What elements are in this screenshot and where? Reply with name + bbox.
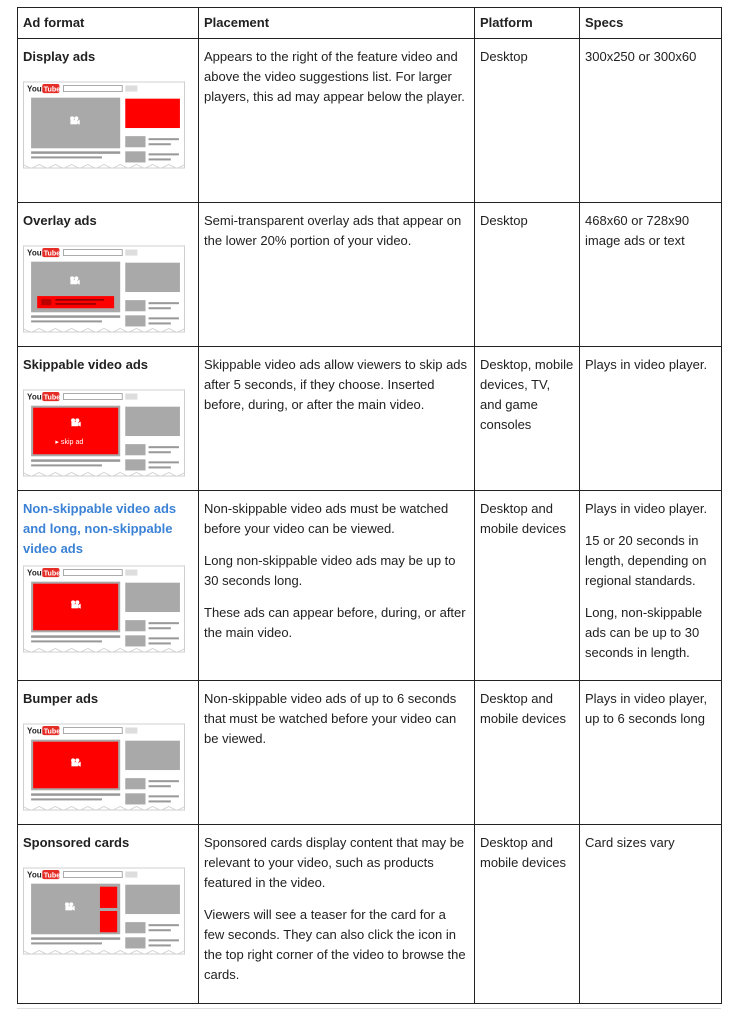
sponsored-card-2: [100, 911, 117, 932]
placement-cell: [199, 347, 475, 491]
placement-cell: [199, 825, 475, 1004]
specs-text: 15 or 20 seconds in length, depending on regional standards.: [585, 533, 707, 588]
specs-text: Card sizes vary: [585, 835, 675, 850]
specs-cell: [580, 203, 722, 347]
format-name: Display ads: [23, 49, 96, 64]
specs-cell: [580, 681, 722, 825]
placement-cell: [199, 39, 475, 203]
table-row: [18, 825, 722, 1004]
platform-text: Desktop: [480, 213, 528, 228]
placement-text: Non-skippable video ads must be watched before your video can be viewed.: [204, 501, 449, 536]
format-cell: [18, 825, 199, 1004]
format-cell: [18, 203, 199, 347]
display-ad-thumbnail: [23, 81, 185, 169]
placement-text: Long non-skippable video ads may be up to 30 seconds long.: [204, 553, 456, 588]
format-cell: [18, 491, 199, 681]
logo-tube: Tube: [43, 727, 61, 736]
placement-text: Viewers will see a teaser for the card for a few seconds. They can also click the icon in the top right corner of the video to browse the cards.: [204, 907, 466, 982]
skip-ad-label: ▸ skip ad: [55, 438, 84, 447]
ad-formats-table: [17, 7, 722, 1004]
specs-text: Plays in video player.: [585, 501, 708, 516]
platform-text: Desktop and mobile devices: [480, 691, 566, 726]
logo-tube: Tube: [43, 249, 61, 258]
sponsored-card-1: [100, 887, 117, 908]
sponsored-cards-thumbnail: [23, 867, 185, 955]
specs-text: Plays in video player, up to 6 seconds long: [585, 691, 708, 726]
format-cell: [18, 39, 199, 203]
placement-text: Skippable video ads allow viewers to skip ads after 5 seconds, if they choose. Inserted before, during, or after the main video.: [204, 357, 468, 412]
table-row: [18, 39, 722, 203]
format-name: Sponsored cards: [23, 835, 130, 850]
placement-text: Sponsored cards display content that may be relevant to your video, such as products featured in the video.: [204, 835, 465, 890]
format-name: Bumper ads: [23, 691, 99, 706]
format-name-link[interactable]: Non-skippable video ads and long, non-skippable video ads: [23, 501, 177, 556]
non-skippable-ad-thumbnail: [23, 565, 185, 653]
logo-you: You: [27, 248, 42, 258]
logo-you: You: [27, 84, 42, 94]
logo-you: You: [27, 726, 42, 736]
specs-text: 468x60 or 728x90 image ads or text: [585, 213, 690, 248]
platform-cell: [475, 825, 580, 1004]
platform-text: Desktop and mobile devices: [480, 835, 566, 870]
placement-text: These ads can appear before, during, or after the main video.: [204, 605, 466, 640]
format-cell: [18, 347, 199, 491]
table-row: [18, 681, 722, 825]
specs-cell: [580, 491, 722, 681]
platform-text: Desktop: [480, 49, 528, 64]
skippable-ad-thumbnail: [23, 389, 185, 477]
table-header-row: [18, 8, 722, 39]
display-ad-box: [125, 99, 180, 128]
placement-text: Semi-transparent overlay ads that appear on the lower 20% portion of your video.: [204, 213, 462, 248]
logo-you: You: [27, 870, 42, 880]
specs-text: Long, non-skippable ads can be up to 30 seconds in length.: [585, 605, 703, 660]
platform-cell: [475, 203, 580, 347]
table-row: [18, 347, 722, 491]
platform-text: Desktop and mobile devices: [480, 501, 566, 536]
page-bottom-divider: [17, 1008, 721, 1009]
placement-text: Non-skippable video ads of up to 6 seconds that must be watched before your video can be viewed.: [204, 691, 457, 746]
logo-you: You: [27, 392, 42, 402]
logo-you: You: [27, 568, 42, 578]
logo-tube: Tube: [43, 871, 61, 880]
placement-text: Appears to the right of the feature video and above the video suggestions list. For larger players, this ad may appear below the player.: [204, 49, 465, 104]
logo-tube: Tube: [43, 393, 61, 402]
placement-cell: [199, 491, 475, 681]
logo-tube: Tube: [43, 85, 61, 94]
platform-cell: [475, 347, 580, 491]
placement-cell: [199, 203, 475, 347]
header-placement: Placement: [199, 8, 475, 39]
table-row: [18, 491, 722, 681]
format-cell: [18, 681, 199, 825]
table-row: [18, 203, 722, 347]
format-name: Overlay ads: [23, 213, 97, 228]
platform-cell: [475, 491, 580, 681]
platform-text: Desktop, mobile devices, TV, and game consoles: [480, 357, 574, 432]
logo-tube: Tube: [43, 569, 61, 578]
format-name: Skippable video ads: [23, 357, 148, 372]
header-platform: Platform: [475, 8, 580, 39]
placement-cell: [199, 681, 475, 825]
video-ad-box: [33, 408, 118, 455]
overlay-ad-thumbnail: [23, 245, 185, 333]
header-specs: Specs: [580, 8, 722, 39]
header-ad-format: Ad format: [18, 8, 199, 39]
specs-cell: [580, 39, 722, 203]
specs-text: 300x250 or 300x60: [585, 49, 697, 64]
platform-cell: [475, 681, 580, 825]
specs-cell: [580, 347, 722, 491]
specs-cell: [580, 825, 722, 1004]
bumper-ad-thumbnail: [23, 723, 185, 811]
specs-text: Plays in video player.: [585, 357, 708, 372]
platform-cell: [475, 39, 580, 203]
